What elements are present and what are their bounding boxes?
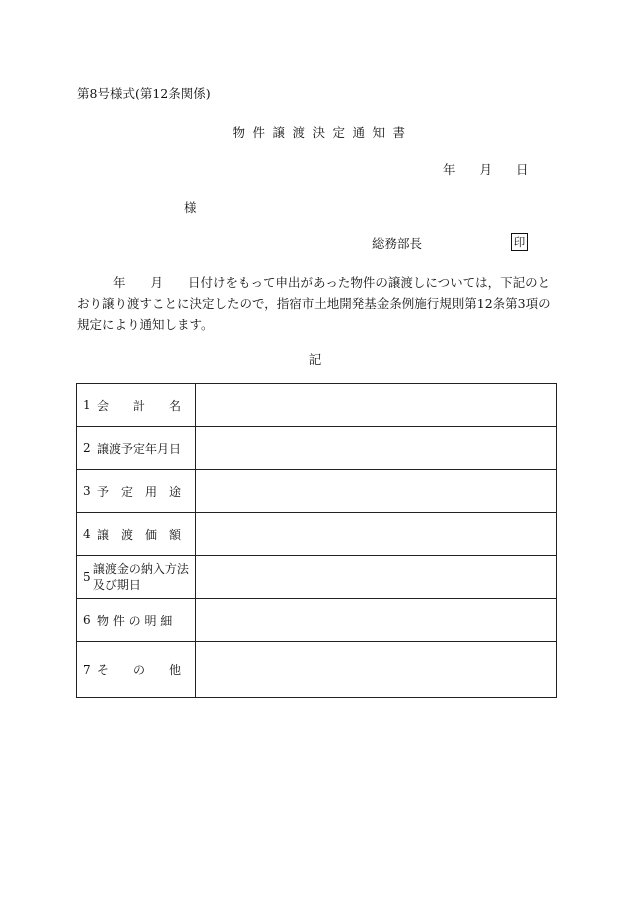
table-row [77, 384, 557, 427]
table-row [77, 470, 557, 513]
issuer: 総務部長 [372, 236, 423, 251]
row-label-cell [77, 470, 196, 513]
row-label-cell [77, 427, 196, 470]
row-label: そ の 他 [97, 663, 182, 677]
items-table [76, 383, 557, 698]
row-number: 1 [83, 398, 91, 412]
body-lead: 年 月 [113, 275, 189, 290]
row-value-cell [196, 642, 557, 698]
row-label: 譲 渡 価 額 [97, 527, 182, 542]
row-label-cell [77, 599, 196, 642]
document-title: 物件譲渡決定通知書 [232, 125, 413, 140]
table-row [77, 599, 557, 642]
row-number: 5 [83, 570, 91, 584]
row-number: 4 [83, 527, 91, 541]
row-number: 3 [83, 484, 91, 498]
row-value-cell [196, 470, 557, 513]
row-label-cell [77, 513, 196, 556]
body-text [77, 272, 557, 335]
seal-mark: 印 [511, 233, 528, 251]
row-number: 2 [83, 441, 91, 455]
recipient-suffix: 様 [184, 200, 197, 215]
table-row [77, 513, 557, 556]
row-label: 譲渡予定年月日 [97, 441, 182, 456]
ki-heading: 記 [308, 352, 322, 367]
date-month: 月 [479, 162, 493, 177]
row-label-cell [77, 384, 196, 427]
table-row [77, 427, 557, 470]
date-year: 年 [443, 162, 456, 177]
row-label: 会 計 名 [97, 398, 182, 413]
row-value-cell [196, 513, 557, 556]
table-row [77, 556, 557, 599]
date-day: 日 [516, 162, 529, 177]
row-label: 予 定 用 途 [97, 484, 182, 499]
body-main: 日付けをもって申出があった物件の譲渡しについては，下記のとおり譲り渡すことに決定したので，指宿市土地開発基金条例施行規則第12条第3項の規定により通知します。 [77, 275, 551, 332]
row-label: 譲渡金の納入方法及び期日 [92, 562, 189, 592]
row-value-cell [196, 384, 557, 427]
row-value-cell [196, 556, 557, 599]
form-number: 第8号様式(第12条関係) [77, 86, 211, 101]
row-label-cell [77, 642, 196, 698]
row-label: 物 件 の 明 細 [97, 613, 173, 628]
table-row [77, 642, 557, 698]
row-number: 6 [83, 613, 91, 627]
row-label-cell [77, 556, 196, 599]
row-number: 7 [83, 662, 91, 677]
row-value-cell [196, 427, 557, 470]
row-value-cell [196, 599, 557, 642]
date-line [443, 160, 549, 178]
